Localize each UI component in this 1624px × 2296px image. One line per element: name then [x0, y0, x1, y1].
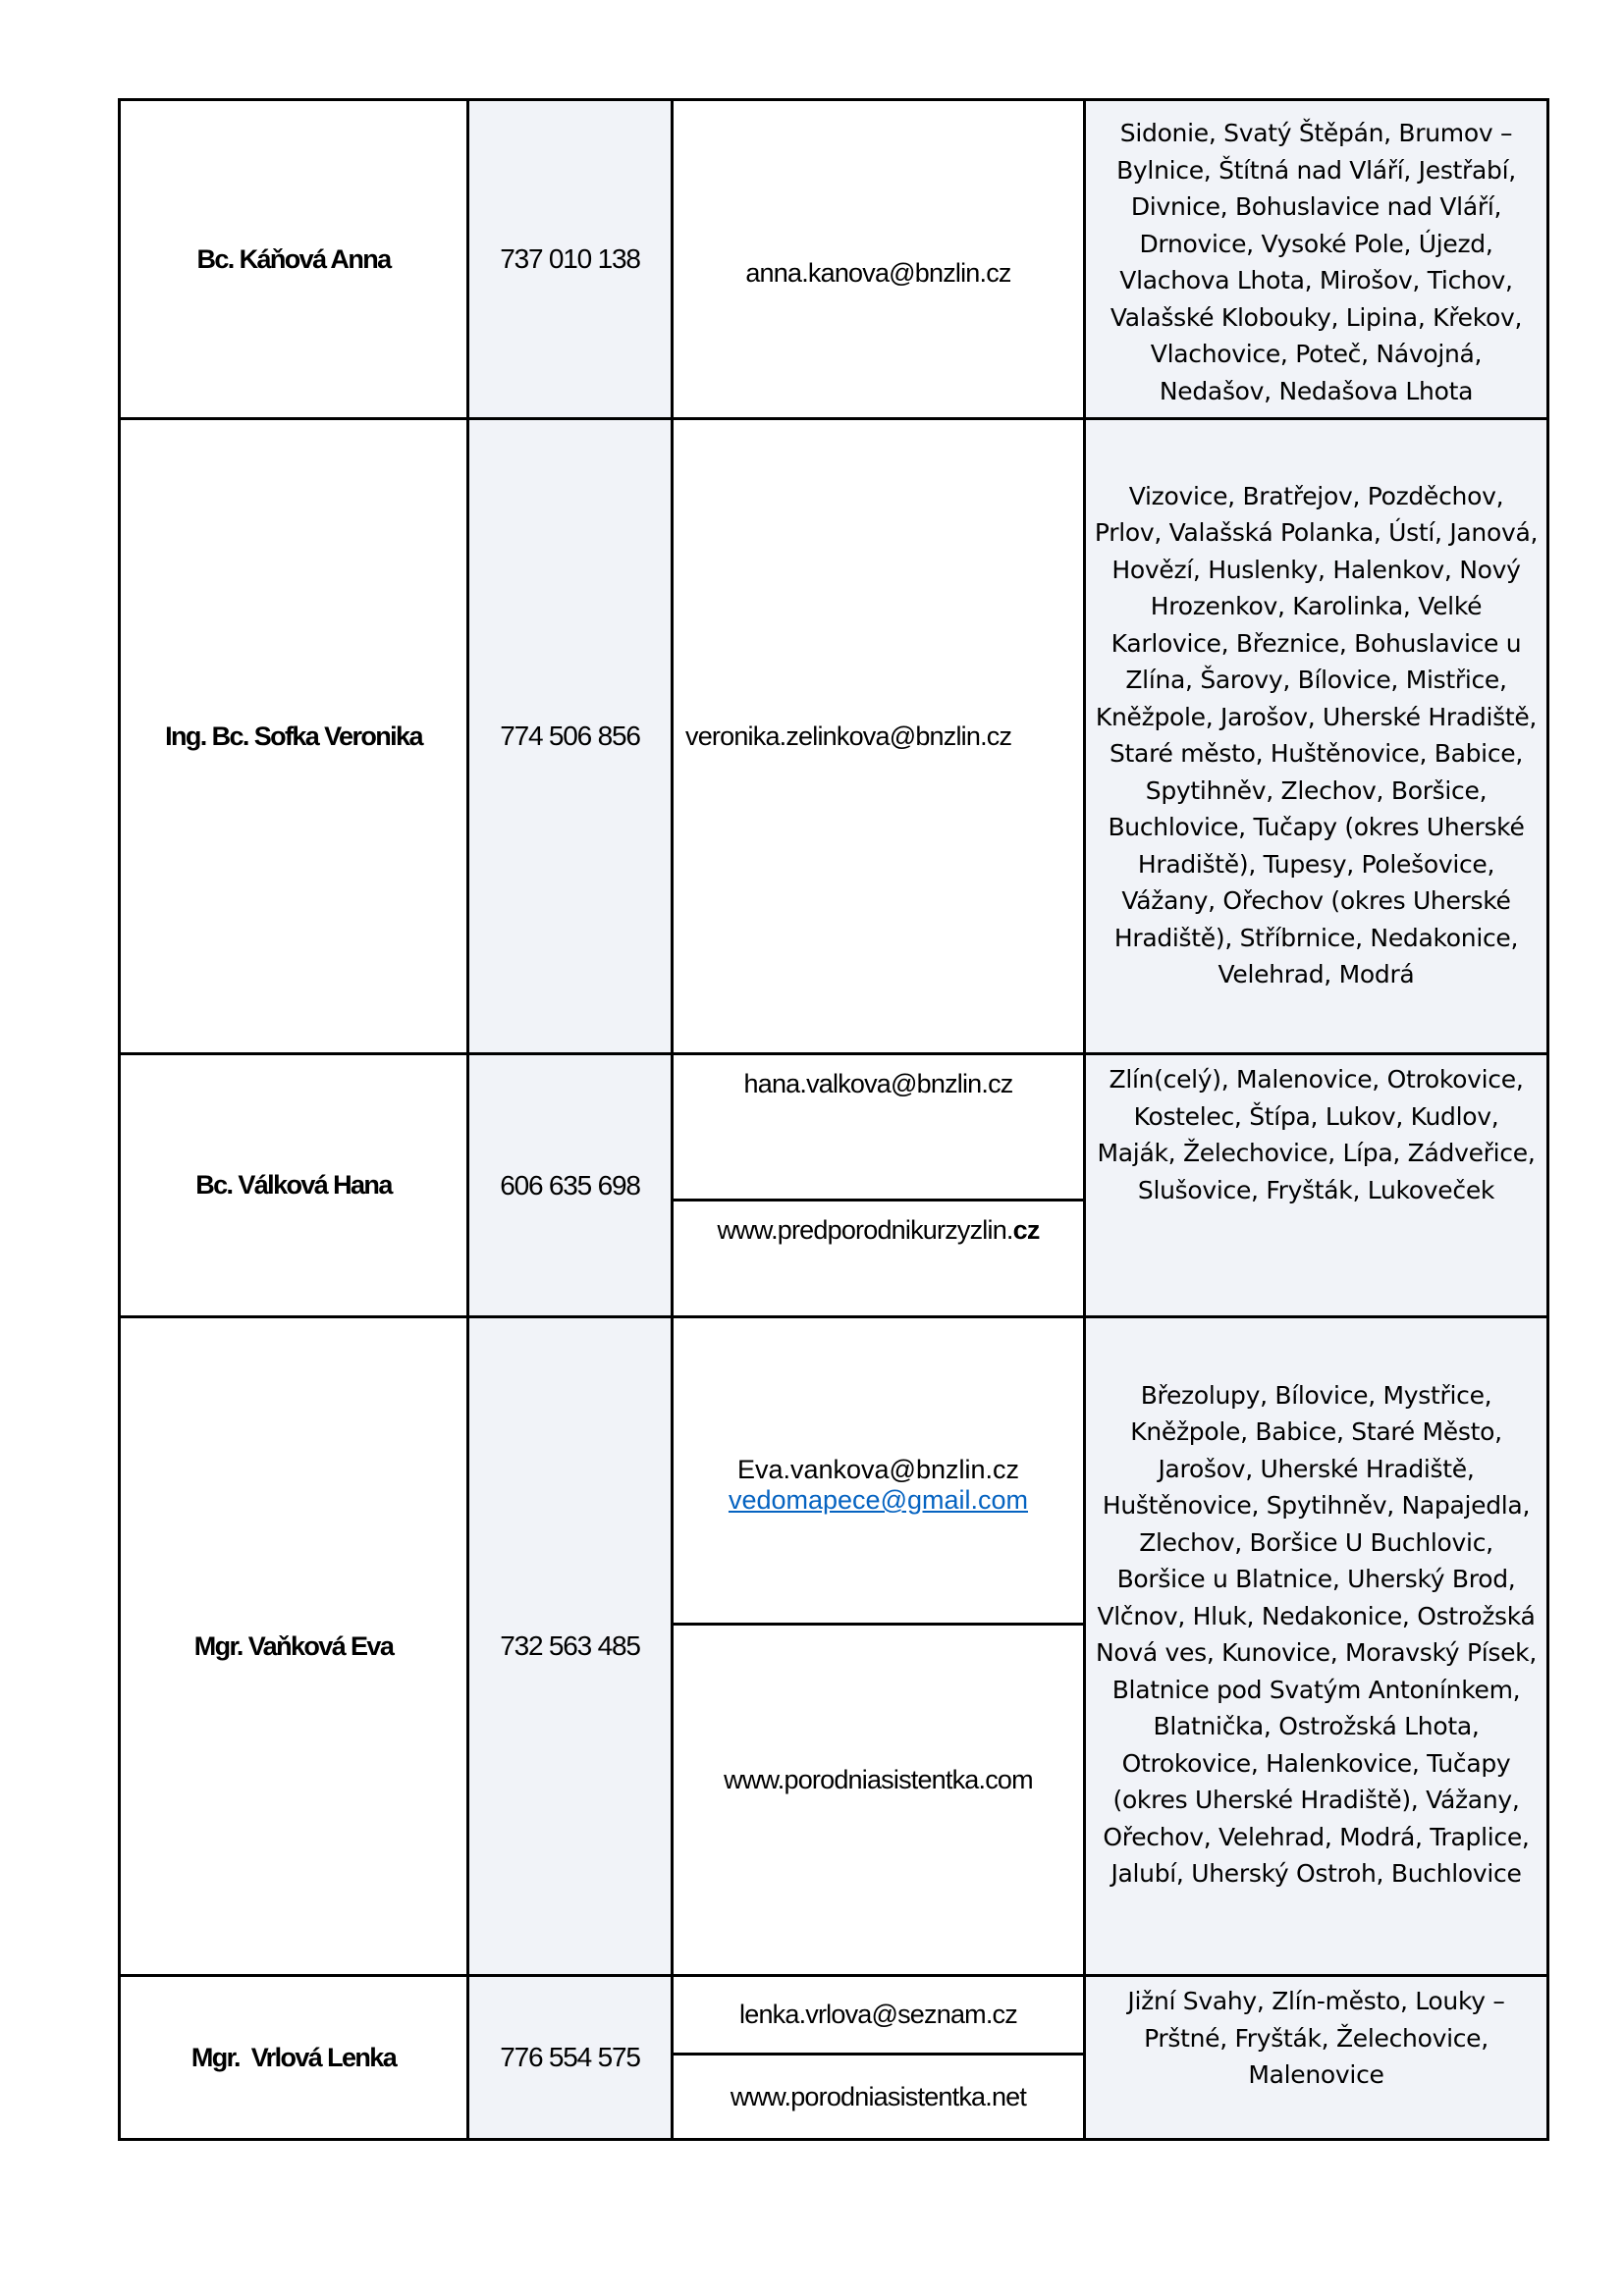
phone-number: 737 010 138: [500, 243, 640, 274]
locations-cell: [1085, 100, 1548, 419]
phone-cell: [468, 419, 673, 1054]
midwife-name: Mgr. Vaňková Eva: [193, 1630, 394, 1661]
email-address: anna.kanova@bnzlin.cz: [745, 257, 1011, 288]
locations-cell: [1085, 1976, 1548, 2140]
contact-split: [674, 1318, 1083, 1974]
website-part: [674, 1199, 1083, 1315]
name-cell: [120, 1317, 468, 1976]
midwife-name: Ing. Bc. Sofka Veronika: [165, 721, 422, 751]
midwife-name: Mgr. Vrlová Lenka: [190, 2042, 397, 2072]
email-address: veronika.zelinkova@bnzlin.cz: [685, 721, 1012, 751]
name-cell: [120, 1054, 468, 1317]
phone-number: 776 554 575: [500, 2042, 640, 2072]
contact-split: [674, 1055, 1083, 1315]
contact-split: [674, 1977, 1083, 2138]
name-cell: [120, 100, 468, 419]
locations-cell: [1085, 419, 1548, 1054]
phone-cell: [468, 100, 673, 419]
email-part: [674, 1055, 1083, 1199]
email-address: Eva.vankova@bnzlin.cz: [736, 1455, 1020, 1484]
email-part: [674, 1977, 1083, 2053]
email-address: lenka.vrlova@seznam.cz: [739, 2000, 1017, 2029]
email-link[interactable]: vedomapece@gmail.com: [728, 1485, 1029, 1515]
locations-cell: [1085, 1317, 1548, 1976]
table-row: [120, 1317, 1548, 1976]
email-cell: [673, 1976, 1085, 2140]
email-cell: [673, 419, 1085, 1054]
locations-text: Jižní Svahy, Zlín-město, Louky – Prštné, Fryšták, Želechovice, Malenovice: [1127, 1987, 1505, 2089]
locations-cell: [1085, 1054, 1548, 1317]
table-row: [120, 1054, 1548, 1317]
name-cell: [120, 419, 468, 1054]
phone-number: 606 635 698: [500, 1169, 640, 1201]
email-part: [674, 1318, 1083, 1623]
locations-text: Březolupy, Bílovice, Mystřice, Kněžpole, Babice, Staré Město, Jarošov, Uherské Hradiště, Huštěnovice, Spytihněv, Napajedla, Zlechov, Boršice U Buchlovic, Boršice u Blatnice, Uherský Brod, Vlčnov, Hluk, Nedakonice, Ostrožská Nová ves, Kunovice, Moravský Písek, Blatnice pod Svatým Antonínkem, Blatnička, Ostrožská Lhota, Otrokovice, Halenkovice, Tučapy (okres Uherské Hradiště), Vážany, Ořechov, Velehrad, Modrá, Traplice, Jalubí, Uherský Ostroh, Buchlovice: [1095, 1380, 1537, 1888]
table-row: [120, 419, 1548, 1054]
locations-text: Sidonie, Svatý Štěpán, Brumov – Bylnice, Štítná nad Vláří, Jestřabí, Divnice, Bohuslavice nad Vláří, Drnovice, Vysoké Pole, Újezd, Vlachova Lhota, Mirošov, Tichov, Valašské Klobouky, Lipina, Křekov, Vlachovice, Poteč, Návojná, Nedašov, Nedašova Lhota: [1110, 119, 1523, 405]
email-cell: [673, 1054, 1085, 1317]
phone-cell: [468, 1054, 673, 1317]
table-row: [120, 1976, 1548, 2140]
email-address: hana.valkova@bnzlin.cz: [743, 1069, 1013, 1098]
table-row: [120, 100, 1548, 419]
locations-text: Vizovice, Bratřejov, Pozděchov, Prlov, Valašská Polanka, Ústí, Janová, Hovězí, Huslenky, Halenkov, Nový Hrozenkov, Karolinka, Velké Karlovice, Březnice, Bohuslavice u Zlína, Šarovy, Bílovice, Mistřice, Kněžpole, Jarošov, Uherské Hradiště, Staré město, Huštěnovice, Babice, Spytihněv, Zlechov, Boršice, Buchlovice, Tučapy (okres Uherské Hradiště), Tupesy, Polešovice, Vážany, Ořechov (okres Uherské Hradiště), Stříbrnice, Nedakonice, Velehrad, Modrá: [1094, 481, 1539, 988]
midwife-name: Bc. Káňová Anna: [196, 243, 391, 274]
website-link[interactable]: www.porodniasistentka.net: [730, 2081, 1027, 2111]
phone-number: 732 563 485: [500, 1630, 640, 1661]
website-link[interactable]: www.predporodnikurzyzlin.cz: [717, 1215, 1040, 1245]
phone-cell: [468, 1976, 673, 2140]
phone-number: 774 506 856: [500, 721, 640, 751]
name-cell: [120, 1976, 468, 2140]
website-part: [674, 2053, 1083, 2138]
locations-text: Zlín(celý), Malenovice, Otrokovice, Kostelec, Štípa, Lukov, Kudlov, Maják, Želechovice, Lípa, Zádveřice, Slušovice, Fryšták, Lukoveček: [1097, 1065, 1536, 1204]
email-cell: [673, 100, 1085, 419]
email-cell: [673, 1317, 1085, 1976]
website-link[interactable]: www.porodniasistentka.com: [724, 1765, 1033, 1794]
website-part: [674, 1623, 1083, 1974]
midwife-name: Bc. Válková Hana: [195, 1170, 392, 1200]
phone-cell: [468, 1317, 673, 1976]
midwife-contact-table: [118, 98, 1549, 2141]
